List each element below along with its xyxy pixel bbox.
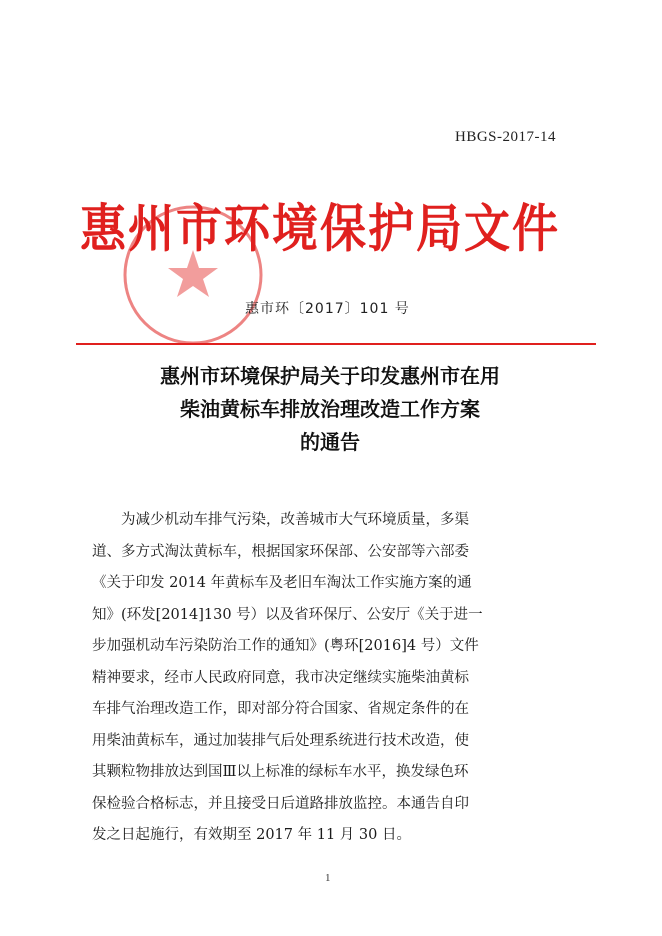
title-line: 柴油黄标车排放治理改造工作方案 <box>180 397 480 421</box>
notice-title <box>60 360 600 459</box>
body-line: 知》(环发[2014]130 号）以及省环保厅、公安厅《关于进一 <box>92 606 483 623</box>
body-line: 其颗粒物排放达到国Ⅲ以上标准的绿标车水平，换发绿色环 <box>92 764 469 780</box>
body-line: 《关于印发 2014 年黄标车及老旧车淘汰工作实施方案的通 <box>92 575 472 591</box>
notice-body <box>92 505 562 852</box>
body-line: 精神要求，经市人民政府同意，我市决定继续实施柴油黄标 <box>92 669 469 686</box>
document-number: 惠市环〔2017〕101 号 <box>245 301 410 317</box>
title-line: 惠州市环境保护局关于印发惠州市在用 <box>160 364 500 388</box>
document-code: HBGS-2017-14 <box>455 129 557 145</box>
body-line: 车排气治理改造工作，即对部分符合国家、省规定条件的在 <box>92 701 469 717</box>
red-divider <box>76 343 596 345</box>
body-line: 保检验合格标志，并且接受日后道路排放监控。本通告自印 <box>92 795 469 812</box>
masthead-title: 惠州市环境保护局文件 <box>80 198 560 259</box>
body-line: 发之日起施行，有效期至 2017 年 11 月 30 日。 <box>92 827 411 843</box>
body-line: 步加强机动车污染防治工作的通知》(粤环[2016]4 号）文件 <box>92 638 479 654</box>
body-line: 用柴油黄标车，通过加装排气后处理系统进行技术改造，使 <box>92 732 469 749</box>
page-number: 1 <box>325 872 331 884</box>
title-line: 的通告 <box>300 430 360 454</box>
body-line: 为减少机动车排气污染，改善城市大气环境质量，多渠 <box>92 512 469 528</box>
body-line: 道、多方式淘汰黄标车，根据国家环保部、公安部等六部委 <box>92 543 469 560</box>
